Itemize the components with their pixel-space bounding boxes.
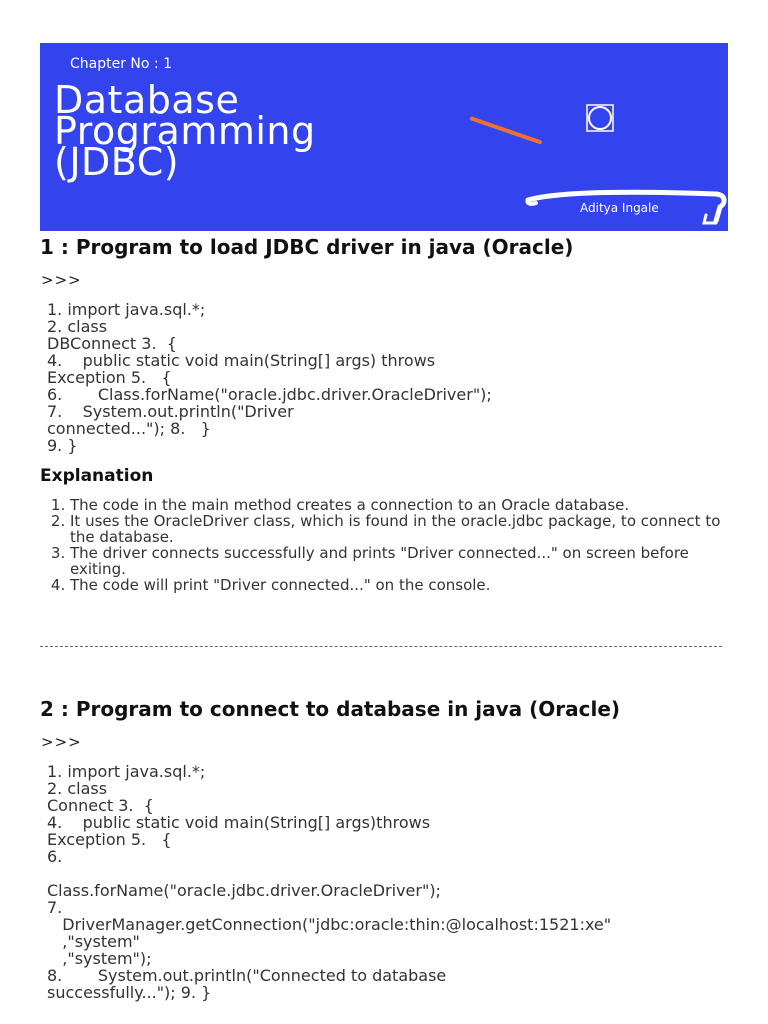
code-line: 7. [47, 898, 63, 917]
section-1-prompt: >>> [41, 271, 82, 289]
explanation-list [48, 497, 740, 593]
cover-title-line-1: Database [54, 78, 240, 122]
code-line: successfully..."); 9. } [47, 983, 212, 1002]
chapter-label: Chapter No : 1 [70, 56, 172, 72]
explanation-item: 1. The code in the main method creates a connection to an Oracle database. [70, 497, 740, 513]
cover-title [54, 78, 474, 184]
section-2-prompt: >>> [41, 733, 82, 751]
code-line: 4. public static void main(String[] args) throws [47, 351, 436, 370]
code-line: ,"system" [47, 932, 140, 951]
author-name: Aditya Ingale [580, 201, 659, 215]
section-2-heading: 2 : Program to connect to database in java (Oracle) [40, 697, 621, 721]
circle-icon [586, 104, 614, 132]
code-line: DBConnect 3. { [47, 334, 177, 353]
section-1-code-block [47, 301, 492, 454]
explanation-item: 2. It uses the OracleDriver class, which is found in the oracle.jdbc package, to connect to the database. [70, 513, 740, 545]
cover-banner [40, 43, 728, 231]
code-line [47, 865, 611, 882]
code-line: 1. import java.sql.*; [47, 762, 206, 781]
orange-stroke-decoration [469, 116, 542, 145]
code-line: 7. System.out.println("Driver [47, 402, 294, 421]
explanation-item: 4. The code will print "Driver connected..." on the console. [70, 577, 740, 593]
code-line: ,"system"); [47, 949, 152, 968]
code-line: Exception 5. { [47, 830, 172, 849]
section-2-code-block [47, 763, 611, 1001]
code-line: 4. public static void main(String[] args)throws [47, 813, 431, 832]
code-line: Exception 5. { [47, 368, 172, 387]
code-line: DriverManager.getConnection("jdbc:oracle:thin:@localhost:1521:xe" [47, 915, 612, 934]
code-line: 9. } [47, 436, 78, 455]
code-line: 6. [47, 847, 63, 866]
code-line: 2. class [47, 317, 108, 336]
cover-title-line-3: (JDBC) [54, 140, 180, 184]
explanation-heading: Explanation [40, 466, 154, 486]
code-line: Connect 3. { [47, 796, 154, 815]
cover-title-line-2: Programming [54, 109, 316, 153]
code-line: connected..."); 8. } [47, 419, 211, 438]
code-line: 1. import java.sql.*; [47, 300, 206, 319]
explanation-item: 3. The driver connects successfully and prints "Driver connected..." on screen before exiting. [70, 545, 740, 577]
section-divider [40, 646, 722, 647]
section-1-heading: 1 : Program to load JDBC driver in java (Oracle) [40, 235, 574, 259]
code-line: Class.forName("oracle.jdbc.driver.OracleDriver"); [47, 881, 441, 900]
code-line: 6. Class.forName("oracle.jdbc.driver.OracleDriver"); [47, 385, 492, 404]
code-line: 2. class [47, 779, 108, 798]
code-line: 8. System.out.println("Connected to database [47, 966, 447, 985]
